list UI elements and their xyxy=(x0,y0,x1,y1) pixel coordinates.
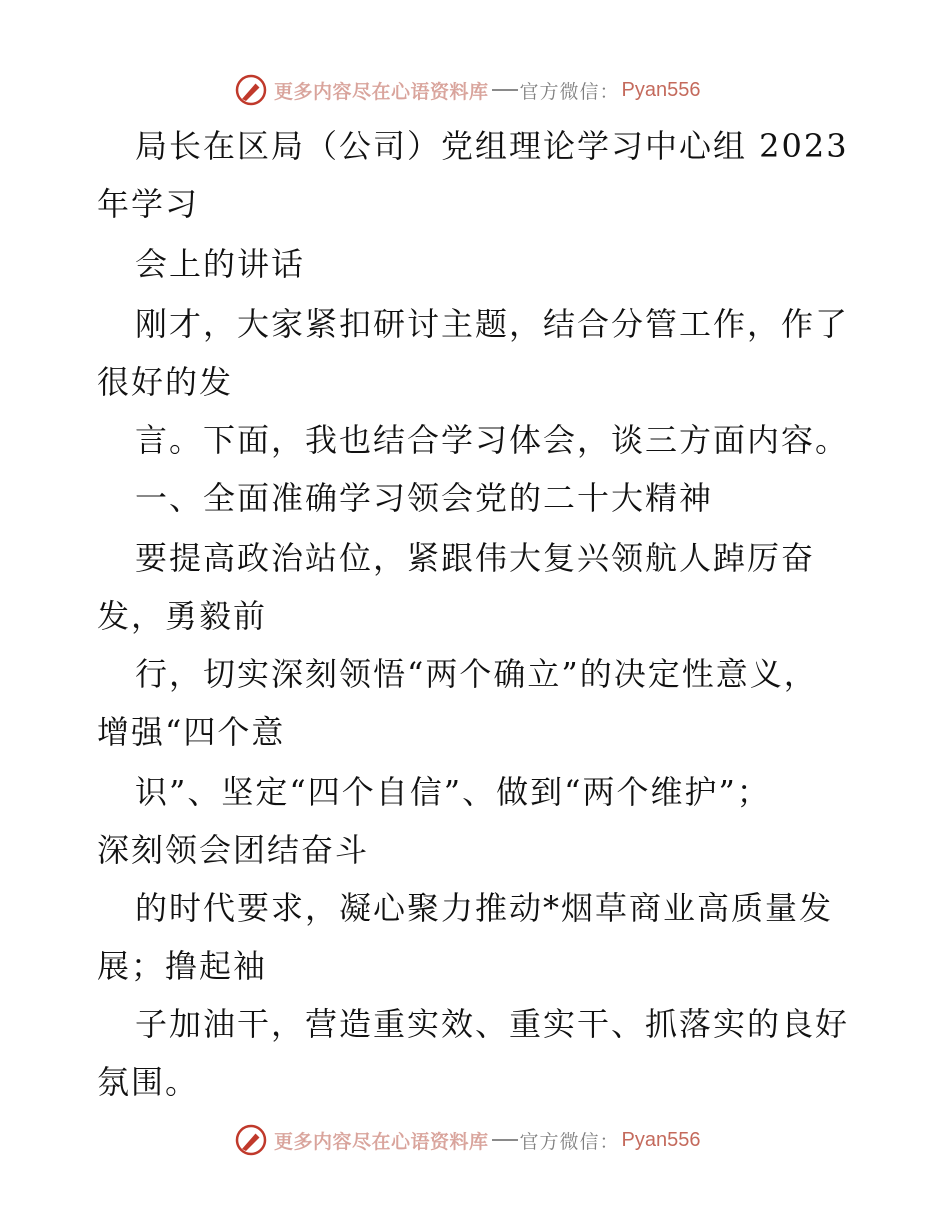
text-line: 会上的讲话 xyxy=(135,245,306,283)
text-line: 刚才，大家紧扣研讨主题，结合分管工作，作了 xyxy=(135,305,850,343)
watermark-text: 更多内容尽在心语资料库 xyxy=(274,1130,489,1153)
text-line: 深刻领会团结奋斗 xyxy=(97,831,370,869)
text-line: 年学习 xyxy=(97,185,200,223)
text-line: 要提高政治站位，紧跟伟大复兴领航人踔厉奋 xyxy=(135,539,816,577)
watermark-id: Pyan556 xyxy=(621,78,701,101)
watermark-official: 官方微信： xyxy=(519,1130,620,1153)
watermark-official: 官方微信： xyxy=(519,80,620,103)
text-line: 识”、坚定“四个自信”、做到“两个维护”； xyxy=(135,773,771,811)
text-line: 增强“四个意 xyxy=(97,713,286,751)
text-line: 子加油干，营造重实效、重实干、抓落实的良好 xyxy=(135,1005,850,1043)
section-heading: 一、全面准确学习领会党的二十大精神 xyxy=(135,479,714,517)
text-line: 氛围。 xyxy=(97,1063,200,1101)
footer-watermark xyxy=(234,1122,701,1158)
text-line: 的时代要求，凝心聚力推动*烟草商业高质量发 xyxy=(135,889,834,927)
text-line: 展；撸起袖 xyxy=(97,947,268,985)
watermark-dash xyxy=(492,1139,518,1141)
watermark-text: 更多内容尽在心语资料库 xyxy=(274,80,489,103)
text-line: 很好的发 xyxy=(97,363,234,401)
watermark-id: Pyan556 xyxy=(621,1128,701,1151)
header-watermark xyxy=(234,72,701,108)
text-line: 发，勇毅前 xyxy=(97,597,268,635)
pen-logo-icon xyxy=(234,73,268,107)
text-line: 言。下面，我也结合学习体会，谈三方面内容。 xyxy=(135,421,850,459)
text-line: 局长在区局（公司）党组理论学习中心组 2023 xyxy=(135,127,849,165)
text-line: 行，切实深刻领悟“两个确立”的决定性意义， xyxy=(135,655,818,693)
pen-logo-icon xyxy=(234,1123,268,1157)
watermark-dash xyxy=(492,89,518,91)
